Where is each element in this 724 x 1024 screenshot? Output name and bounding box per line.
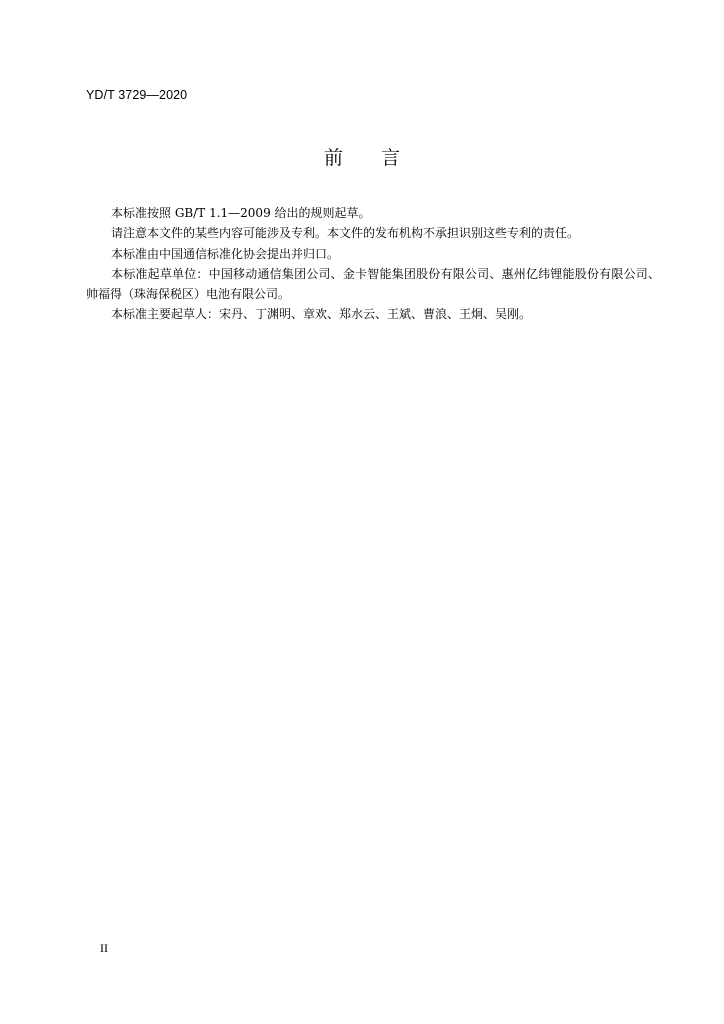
page-number: II [100, 941, 108, 955]
paragraph-patent-notice: 请注意本文件的某些内容可能涉及专利。本文件的发布机构不承担识别这些专利的责任。 [111, 226, 580, 241]
standard-code-header: YD/T 3729—2020 [86, 88, 188, 102]
paragraph-drafting-units: 本标准起草单位：中国移动通信集团公司、金卡智能集团股份有限公司、惠州亿纬锂能股份有限公司、帅福得（珠海保税区）电池有限公司。 [86, 266, 660, 302]
paragraph-proposer: 本标准由中国通信标准化协会提出并归口。 [111, 246, 340, 261]
page-title-char-2: 言 [381, 147, 401, 169]
paragraph-drafters: 本标准主要起草人：宋丹、丁渊明、章欢、郑水云、王斌、曹浪、王炯、吴刚。 [111, 307, 532, 322]
page-title-char-1: 前 [323, 147, 343, 169]
paragraph-drafting-rules: 本标准按照 GB/T 1.1—2009 给出的规则起草。 [111, 206, 371, 220]
page-title [0, 143, 724, 170]
foreword-body [86, 203, 660, 325]
